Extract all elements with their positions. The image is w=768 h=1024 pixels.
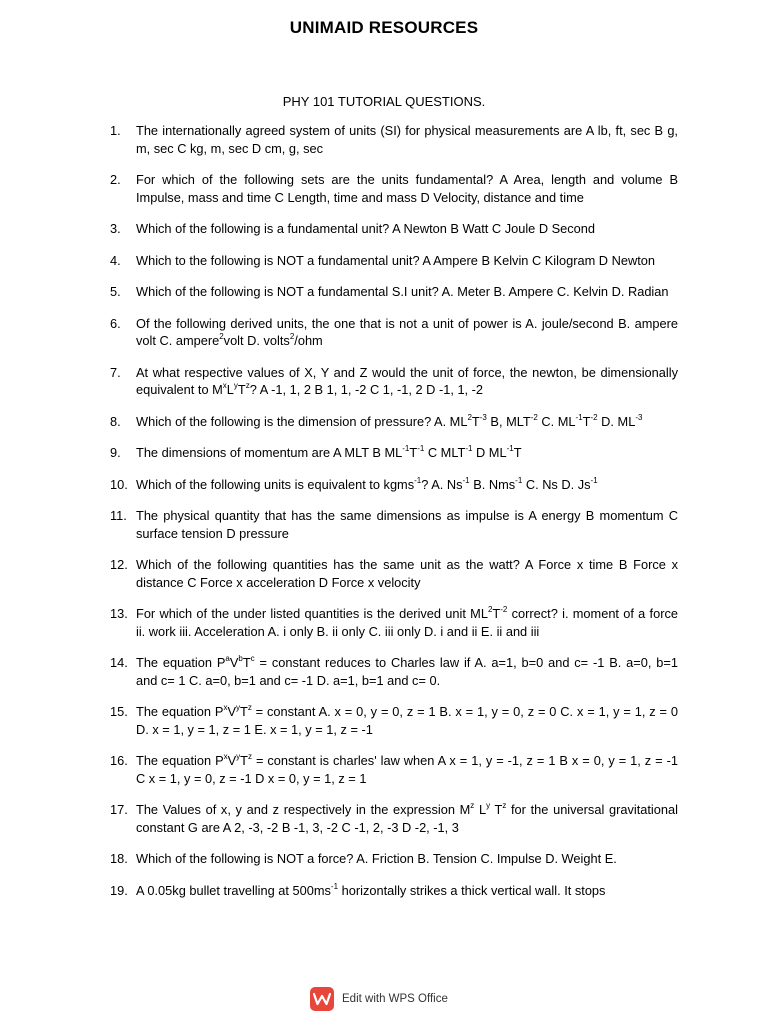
question-text: The equation $P^aV^bT^c$ = constant reduces to Charles law if A. a=1, b=0 and c= -1 B. a=0, b=1 and c= 1 C. a=0, b=1 and c= -1 D. a=1, b=1 and c= 0. [136,654,678,688]
tutorial-heading: PHY 101 TUTORIAL QUESTIONS. [282,94,486,109]
question-number: 7. [110,364,121,380]
question-item [110,364,678,399]
question-number: 4. [110,252,121,268]
question-number: 17. [110,802,128,817]
question-number: 3. [110,221,121,236]
question-item [110,122,678,157]
question-text: Which of the following is a fundamental unit? A Newton B Watt C Joule D Second [136,221,596,236]
question-text: The equation $P^xV^yT^z$ = constant A. x = 0, y = 0, z = 1 B. x = 1, y = 0, z = 0 C. x = 1, y = 1, z = 0 D. x = 1, y = 1, z = 1 E. x = 1, y = 1, z = -1 [136,703,678,737]
question-item [110,252,678,270]
question-number: 13. [110,606,128,621]
question-text: The physical quantity that has the same dimensions as impulse is A energy B momentum C surface tension D pressure [136,508,678,541]
wps-edit-link[interactable] [310,985,448,1013]
question-number: 15. [110,704,128,719]
question-item [110,850,678,868]
question-item [110,752,678,787]
question-item [110,556,678,591]
wps-logo-icon [310,987,334,1011]
question-item [110,444,678,462]
question-text: Which of the following is the dimension of pressure? A. $ML^2T^{-3}$ B, $MLT^{-2}$ C. $ML^{-1}T^{-2}$ D. $ML^{-3}$ [136,412,643,429]
question-item [110,605,678,640]
question-number: 2. [110,172,121,187]
question-item [110,315,678,350]
question-text: For which of the following sets are the units fundamental? A Area, length and volume B Impulse, mass and time C Length, time and mass D Velocity, distance and time [136,172,678,205]
question-text: For which of the under listed quantities is the derived unit $ML^2T^{-2}$ correct? i. moment of a force ii. work iii. Acceleration A. i only B. ii only C. iii only D. i and ii E. ii and iii [136,605,678,639]
question-text: At what respective values of X, Y and Z would the unit of force, the newton, be dimensionally equivalent to $M^xL^yT^z$? A -1, 1, 2 B 1, 1, -2 C 1, -1, 2 D -1, 1, -2 [136,364,678,397]
wps-edit-label: Edit with WPS Office [342,993,448,1005]
question-item [110,476,678,494]
question-item [110,882,678,900]
question-number: 18. [110,851,128,866]
question-number: 14. [110,655,128,670]
question-text: Which of the following units is equivalent to kgms$^{-1}$? A. $Ns^{-1}$ B. Nms$^{-1}$ C. Ns D. $Js^{-1}$ [136,475,598,492]
question-text: Which to the following is NOT a fundamental unit? A Ampere B Kelvin C Kilogram D Newton [136,252,655,268]
question-item [110,171,678,206]
question-list [110,122,678,913]
question-number: 19. [110,882,128,898]
question-item [110,801,678,836]
question-text: The internationally agreed system of units (SI) for physical measurements are A lb, ft, sec B g, m, sec C kg, m, sec D cm, g, sec [136,123,678,156]
question-number: 12. [110,557,128,572]
question-number: 5. [110,284,121,299]
question-item [110,507,678,542]
question-item [110,413,678,431]
question-item [110,220,678,238]
question-item [110,654,678,689]
question-item [110,283,678,301]
question-text: The Values of x, y and z respectively in the expression $M^z$ $L^y$ $T^z$ for the universal gravitational constant G are A 2, -3, -2 B -1, 3, -2 C -1, 2, -3 D -2, -1, 3 [136,801,678,835]
question-number: 9. [110,445,121,460]
question-number: 6. [110,315,121,331]
question-number: 8. [110,413,121,429]
question-text: Of the following derived units, the one that is not a unit of power is A. joule/second B. ampere volt C. ampere$^2$volt D. volts$^2$/ohm [136,315,678,348]
question-text: A 0.05kg bullet travelling at $500ms^{-1}$ horizontally strikes a thick vertical wall. It stops [136,881,606,898]
question-text: The dimensions of momentum are A MLT B $ML^{-1}T^{-1}$ C $MLT^{-1}$ D $ML^{-1}T$ [136,444,522,460]
question-text: Which of the following is NOT a fundamental S.I unit? A. Meter B. Ampere C. Kelvin D. Radian [136,284,669,299]
question-text: Which of the following quantities has the same unit as the watt? A Force x time B Force x distance C Force x acceleration D Force x velocity [136,557,678,590]
question-number: 10. [110,476,128,492]
question-text: Which of the following is NOT a force? A. Friction B. Tension C. Impulse D. Weight E. [136,851,617,866]
question-number: 1. [110,123,121,138]
question-item [110,703,678,738]
page-title: UNIMAID RESOURCES [289,18,479,37]
question-number: 11. [110,508,127,523]
question-text: The equation $P^xV^yT^z$ = constant is charles' law when A x = 1, y = -1, z = 1 B x = 0, y = 1, z = -1 C x = 1, y = 0, z = -1 D x = 0, y = 1, z = 1 [136,752,678,786]
question-number: 16. [110,753,128,768]
